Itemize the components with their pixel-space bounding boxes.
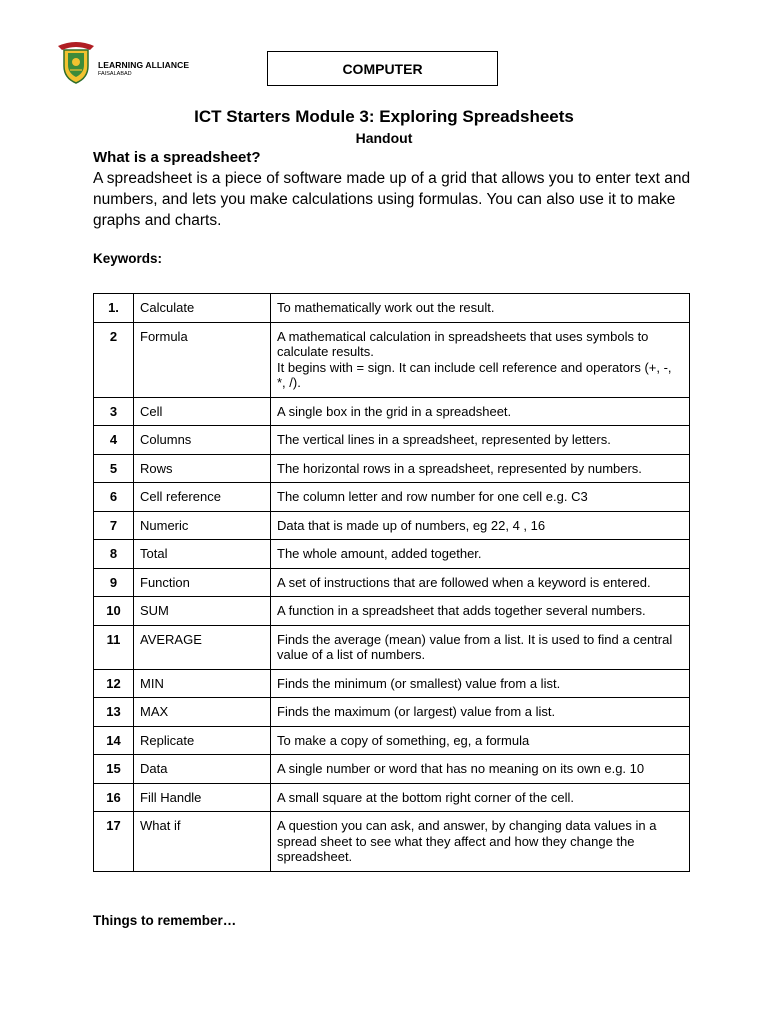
row-term: Total [134, 540, 271, 569]
table-row [94, 294, 690, 323]
row-number: 10 [94, 597, 134, 626]
row-number: 2 [94, 322, 134, 397]
row-definition: The vertical lines in a spreadsheet, represented by letters. [271, 426, 690, 455]
table-row [94, 483, 690, 512]
row-number: 15 [94, 755, 134, 784]
row-term: Data [134, 755, 271, 784]
row-number: 9 [94, 568, 134, 597]
table-row [94, 783, 690, 812]
keywords-table [93, 293, 690, 872]
row-number: 5 [94, 454, 134, 483]
row-number: 13 [94, 698, 134, 727]
row-number: 8 [94, 540, 134, 569]
row-definition: The whole amount, added together. [271, 540, 690, 569]
row-definition: The horizontal rows in a spreadsheet, represented by numbers. [271, 454, 690, 483]
row-term: Numeric [134, 511, 271, 540]
logo-name: LEARNING ALLIANCE [98, 60, 190, 70]
row-term: Rows [134, 454, 271, 483]
table-row [94, 669, 690, 698]
row-term: Columns [134, 426, 271, 455]
table-row [94, 625, 690, 669]
row-number: 11 [94, 625, 134, 669]
row-definition: A small square at the bottom right corner of the cell. [271, 783, 690, 812]
table-row [94, 322, 690, 397]
row-definition: A question you can ask, and answer, by changing data values in a spread sheet to see what they affect and how they change the spreadsheet. [271, 812, 690, 872]
table-row [94, 597, 690, 626]
table-row [94, 755, 690, 784]
table-row [94, 812, 690, 872]
row-term: Function [134, 568, 271, 597]
table-row [94, 426, 690, 455]
row-definition: A single box in the grid in a spreadsheet. [271, 397, 690, 426]
logo-city: FAISALABAD [98, 71, 132, 77]
row-definition: Finds the minimum (or smallest) value from a list. [271, 669, 690, 698]
row-number: 17 [94, 812, 134, 872]
row-definition: Data that is made up of numbers, eg 22, 4 , 16 [271, 511, 690, 540]
page-title: ICT Starters Module 3: Exploring Spreadsheets [194, 107, 574, 126]
row-term: Formula [134, 322, 271, 397]
row-term: Replicate [134, 726, 271, 755]
row-definition: A function in a spreadsheet that adds together several numbers. [271, 597, 690, 626]
subject-label: COMPUTER [342, 60, 423, 77]
row-term: SUM [134, 597, 271, 626]
table-row [94, 726, 690, 755]
things-to-remember-heading: Things to remember… [93, 913, 237, 928]
intro-paragraph: A spreadsheet is a piece of software made up of a grid that allows you to enter text and numbers, and lets you make calculations using formulas. You can also use it to make graphs and charts. [93, 170, 691, 229]
row-definition: A single number or word that has no meaning on its own e.g. 10 [271, 755, 690, 784]
row-term: Cell reference [134, 483, 271, 512]
table-row [94, 511, 690, 540]
school-crest-logo [56, 40, 96, 84]
page-subtitle: Handout [355, 130, 413, 146]
keywords-heading: Keywords: [93, 251, 163, 266]
table-row [94, 454, 690, 483]
table-row [94, 397, 690, 426]
row-definition: Finds the average (mean) value from a list. It is used to find a central value of a list of numbers. [271, 625, 690, 669]
row-term: Cell [134, 397, 271, 426]
table-row [94, 698, 690, 727]
row-term: Calculate [134, 294, 271, 323]
subject-box [267, 51, 498, 86]
row-number: 6 [94, 483, 134, 512]
table-row [94, 568, 690, 597]
row-term: Fill Handle [134, 783, 271, 812]
row-term: What if [134, 812, 271, 872]
row-number: 7 [94, 511, 134, 540]
row-definition: To make a copy of something, eg, a formula [271, 726, 690, 755]
row-number: 12 [94, 669, 134, 698]
row-term: MIN [134, 669, 271, 698]
row-number: 16 [94, 783, 134, 812]
row-number: 3 [94, 397, 134, 426]
row-term: AVERAGE [134, 625, 271, 669]
row-definition: A set of instructions that are followed when a keyword is entered. [271, 568, 690, 597]
row-number: 1. [94, 294, 134, 323]
table-row [94, 540, 690, 569]
section-heading: What is a spreadsheet? [93, 149, 261, 166]
row-number: 4 [94, 426, 134, 455]
row-number: 14 [94, 726, 134, 755]
row-definition: The column letter and row number for one cell e.g. C3 [271, 483, 690, 512]
row-term: MAX [134, 698, 271, 727]
row-definition: Finds the maximum (or largest) value from a list. [271, 698, 690, 727]
row-definition: A mathematical calculation in spreadsheets that uses symbols to calculate results. It begins with = sign. It can include cell reference and operators (+, -, *, /). [271, 322, 690, 397]
row-definition: To mathematically work out the result. [271, 294, 690, 323]
